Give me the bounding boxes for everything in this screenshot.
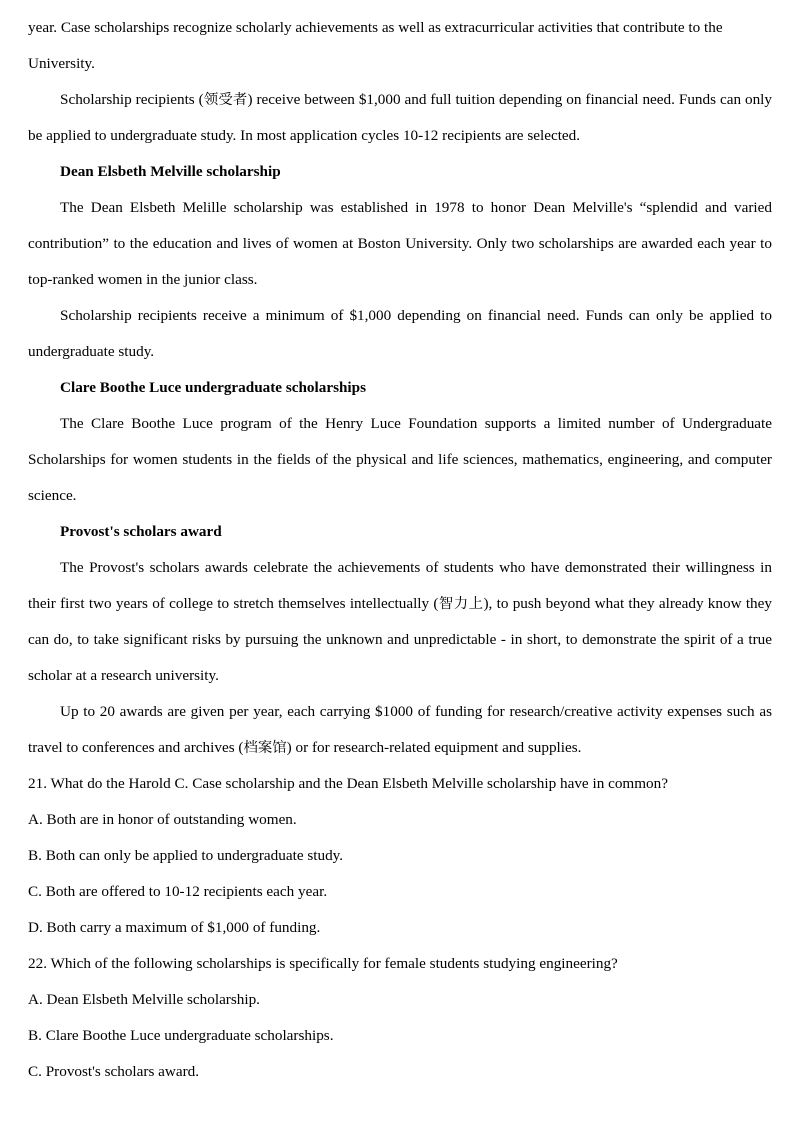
- question-21-option-b: B. Both can only be applied to undergraduate study.: [28, 847, 344, 864]
- heading-clare-boothe-luce-undergraduate-scholarships: Clare Boothe Luce undergraduate scholarships: [60, 379, 367, 396]
- heading-provosts-scholars-award: Provost's scholars award: [60, 523, 222, 540]
- paragraph-clare-boothe-luce-description: The Clare Boothe Luce program of the Henry Luce Foundation supports a limited number of Undergraduate Scholarships for women students in the fields of the physical and life sciences, mathematics, engineering, and computer science.: [28, 415, 772, 504]
- question-21-option-c: C. Both are offered to 10-12 recipients each year.: [28, 883, 328, 900]
- question-22-option-b: B. Clare Boothe Luce undergraduate scholarships.: [28, 1027, 334, 1044]
- paragraph-melville-description: The Dean Elsbeth Melille scholarship was established in 1978 to honor Dean Melville's “splendid and varied contribution” to the education and lives of women at Boston University. Only two scholarships are awarded each year to top-ranked women in the junior class.: [28, 199, 772, 288]
- paragraph-case-recipients: Scholarship recipients (领受者) receive between $1,000 and full tuition depending on financial need. Funds can only be applied to undergraduate study. In most application cycles 10-12 recipients are selected.: [28, 91, 772, 144]
- paragraph-provost-description: The Provost's scholars awards celebrate the achievements of students who have demonstrated their willingness in their first two years of college to stretch themselves intellectually (智力上), to push beyond what they already know they can do, to take significant risks by pursuing the unknown and unpredictable - in short, to demonstrate the spirit of a true scholar at a research university.: [28, 559, 772, 684]
- question-21: 21. What do the Harold C. Case scholarship and the Dean Elsbeth Melville scholarship have in common?: [28, 775, 668, 792]
- heading-dean-elsbeth-melville-scholarship: Dean Elsbeth Melville scholarship: [60, 163, 281, 180]
- question-21-option-a: A. Both are in honor of outstanding women.: [28, 811, 297, 828]
- paragraph-melville-recipients: Scholarship recipients receive a minimum of $1,000 depending on financial need. Funds can only be applied to undergraduate study.: [28, 307, 772, 360]
- question-22: 22. Which of the following scholarships is specifically for female students studying engineering?: [28, 955, 618, 972]
- question-21-option-d: D. Both carry a maximum of $1,000 of funding.: [28, 919, 321, 936]
- paragraph-provost-awards: Up to 20 awards are given per year, each carrying $1000 of funding for research/creative activity expenses such as travel to conferences and archives (档案馆) or for research-related equipment and supplies.: [28, 703, 772, 756]
- paragraph-case-scholarships-continued: year. Case scholarships recognize scholarly achievements as well as extracurricular activities that contribute to the University.: [28, 19, 723, 72]
- question-22-option-c: C. Provost's scholars award.: [28, 1063, 200, 1080]
- question-22-option-a: A. Dean Elsbeth Melville scholarship.: [28, 991, 260, 1008]
